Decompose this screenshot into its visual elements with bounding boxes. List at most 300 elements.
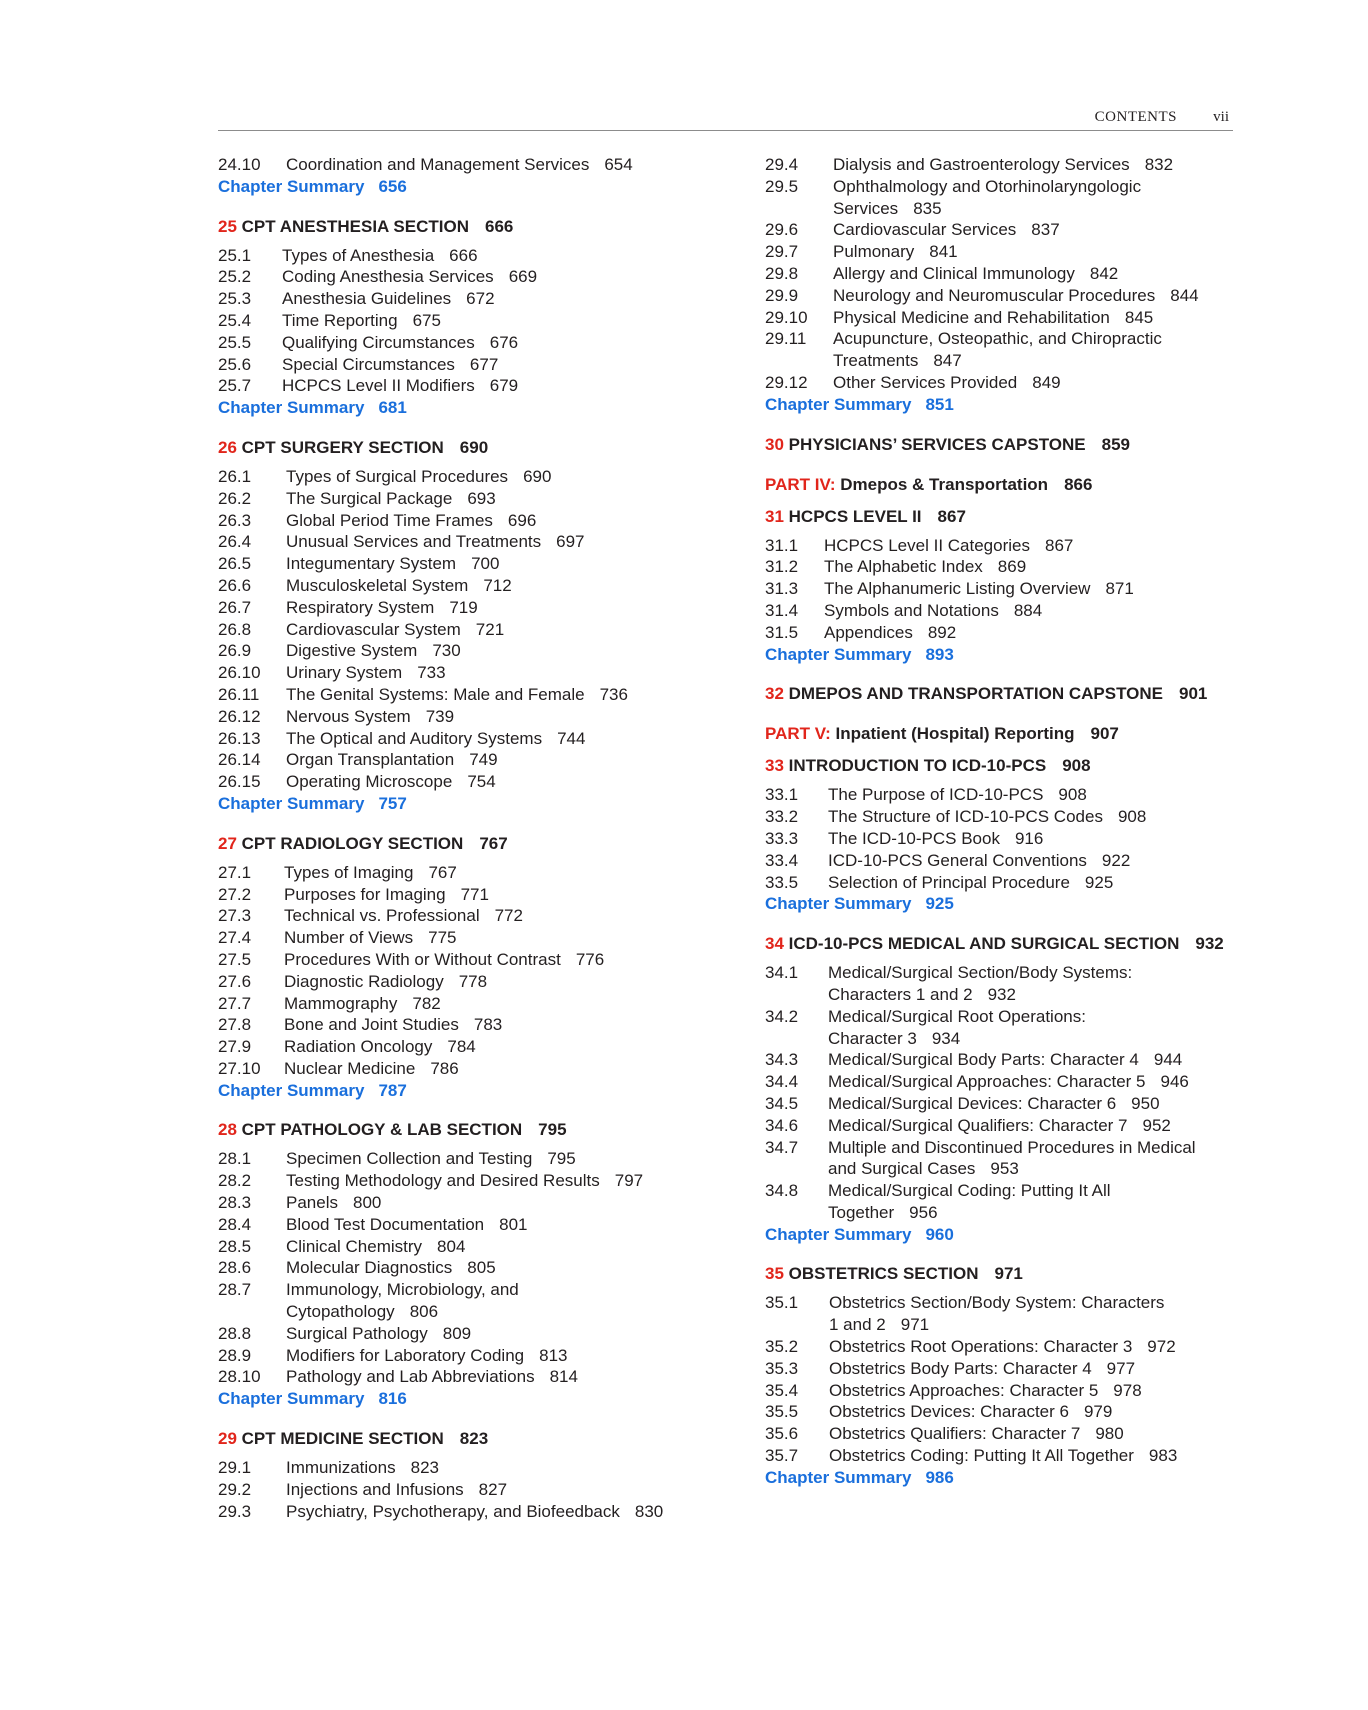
section-title-text: Testing Methodology and Desired Results	[286, 1171, 600, 1191]
toc-column-right	[765, 154, 1245, 1507]
section-title-continued: Treatments	[833, 351, 919, 371]
toc-entry[interactable]	[765, 1071, 1245, 1093]
section-title-text: Bone and Joint Studies	[284, 1015, 459, 1035]
page-ref: 654	[604, 155, 633, 174]
page-ref: 783	[473, 1015, 503, 1035]
section-number: 29.8	[765, 263, 799, 283]
section-number: 35.3	[765, 1358, 799, 1378]
toc-entry[interactable]	[765, 872, 1245, 894]
section-title	[833, 328, 1245, 372]
chapter-summary-label: Chapter Summary	[765, 1224, 912, 1244]
section-title	[286, 1345, 738, 1367]
chapter-title: OBSTETRICS SECTION	[788, 1264, 979, 1284]
toc-entry[interactable]	[765, 622, 1245, 644]
section-number: 29.3	[218, 1501, 252, 1521]
toc-entry[interactable]	[218, 1192, 738, 1214]
toc-entry[interactable]	[765, 806, 1245, 828]
section-title	[828, 850, 1245, 872]
page-ref: 830	[634, 1501, 664, 1521]
section-title	[829, 1336, 1245, 1358]
section-title-text: Mammography	[284, 993, 398, 1013]
chapter-summary-link[interactable]	[218, 1388, 738, 1410]
page-ref: 778	[458, 971, 488, 991]
chapter-heading[interactable]	[218, 1119, 738, 1141]
page-ref: 666	[449, 245, 478, 265]
section-title	[282, 354, 738, 376]
chapter-title: HCPCS LEVEL II	[788, 506, 922, 526]
page-ref: 757	[378, 793, 407, 813]
chapter-title: ICD-10-PCS MEDICAL AND SURGICAL SECTION	[788, 934, 1180, 954]
toc-entry[interactable]	[218, 684, 738, 706]
toc-entry[interactable]	[765, 154, 1245, 176]
chapter-summary-link[interactable]	[765, 893, 1245, 915]
section-title-text: Obstetrics Root Operations: Character 3	[829, 1337, 1133, 1357]
chapter-summary-link[interactable]	[218, 1080, 738, 1102]
chapter-summary-link[interactable]	[765, 1224, 1245, 1246]
section-title	[828, 872, 1245, 894]
chapter-heading[interactable]	[218, 216, 738, 238]
toc-entry[interactable]	[218, 266, 738, 288]
section-title	[824, 535, 1245, 557]
section-title-text: Physical Medicine and Rehabilitation	[833, 307, 1110, 327]
page-ref: 693	[467, 488, 496, 508]
toc-entry[interactable]	[218, 1457, 738, 1479]
section-title	[833, 219, 1245, 241]
section-number: 25.4	[218, 310, 252, 330]
page-ref: 784	[447, 1037, 476, 1057]
section-title	[286, 640, 738, 662]
section-title-text: Modifiers for Laboratory Coding	[286, 1345, 525, 1365]
page-ref: 849	[1032, 372, 1061, 392]
toc-entry[interactable]	[765, 1006, 1245, 1050]
section-title-text: Clinical Chemistry	[286, 1236, 423, 1256]
section-title-text: Acupuncture, Osteopathic, and Chiropractic	[833, 329, 1162, 349]
section-title	[284, 971, 738, 993]
toc-entry[interactable]	[218, 597, 738, 619]
section-number: 28.5	[218, 1236, 252, 1256]
page-ref: 813	[539, 1345, 568, 1365]
section-number: 29.1	[218, 1458, 252, 1478]
section-title	[828, 784, 1245, 806]
toc-entry[interactable]	[218, 1366, 738, 1388]
toc-entry[interactable]	[765, 600, 1245, 622]
toc-entry[interactable]	[218, 1479, 738, 1501]
page-ref: 866	[1064, 474, 1093, 494]
section-title-text: Nuclear Medicine	[284, 1058, 416, 1078]
chapter-heading[interactable]	[765, 683, 1245, 705]
toc-entry[interactable]	[218, 1014, 738, 1036]
part-title: Inpatient (Hospital) Reporting	[835, 724, 1075, 744]
section-title	[829, 1380, 1245, 1402]
section-title	[286, 1170, 738, 1192]
section-number: 26.13	[218, 728, 261, 748]
section-title	[282, 375, 738, 397]
section-list	[765, 1292, 1245, 1466]
section-title-text: Integumentary System	[286, 554, 457, 574]
toc-entry[interactable]	[765, 1380, 1245, 1402]
page-ref: 934	[931, 1028, 961, 1048]
toc-entry[interactable]	[218, 488, 738, 510]
section-title-text: Neurology and Neuromuscular Procedures	[833, 285, 1156, 305]
chapter-title: CPT SURGERY SECTION	[241, 437, 444, 457]
page-ref: 669	[508, 267, 538, 287]
toc-entry[interactable]	[765, 962, 1245, 1006]
chapter-summary-link[interactable]	[218, 397, 738, 419]
toc-entry[interactable]	[218, 531, 738, 553]
section-title-text: Medical/Surgical Qualifiers: Character 7	[828, 1115, 1128, 1135]
chapter-heading[interactable]	[218, 437, 738, 459]
section-title	[286, 1479, 738, 1501]
chapter-summary-link[interactable]	[765, 1467, 1245, 1489]
section-title-text: Coding Anesthesia Services	[282, 267, 494, 287]
toc-entry[interactable]	[218, 510, 738, 532]
toc-entry[interactable]	[765, 578, 1245, 600]
chapter-summary-link[interactable]	[765, 644, 1245, 666]
page-ref: 983	[1148, 1446, 1178, 1466]
section-number: 29.6	[765, 220, 799, 240]
page-ref: 847	[933, 351, 962, 371]
section-title	[828, 806, 1245, 828]
page-ref: 841	[929, 242, 958, 262]
toc-entry[interactable]	[218, 332, 738, 354]
toc-entry[interactable]	[218, 1501, 738, 1523]
section-number: 26.14	[218, 750, 261, 770]
chapter-summary-label: Chapter Summary	[218, 793, 365, 813]
section-title-text: The Alphabetic Index	[824, 557, 983, 577]
chapter-summary-label: Chapter Summary	[218, 1080, 365, 1100]
section-title	[286, 619, 738, 641]
section-number: 27.9	[218, 1037, 252, 1057]
section-number: 26.5	[218, 554, 252, 574]
toc-entry[interactable]	[218, 884, 738, 906]
page-ref: 944	[1153, 1050, 1183, 1070]
toc-entry[interactable]	[765, 263, 1245, 285]
section-title	[824, 622, 1245, 644]
toc-entry[interactable]	[765, 1115, 1245, 1137]
section-title	[829, 1445, 1245, 1467]
section-number: 26.6	[218, 575, 252, 595]
toc-entry[interactable]	[765, 307, 1245, 329]
toc-entry[interactable]	[218, 993, 738, 1015]
chapter-title: CPT PATHOLOGY & LAB SECTION	[241, 1120, 523, 1140]
page-ref: 956	[909, 1202, 938, 1222]
section-title	[286, 1501, 738, 1523]
section-number: 31.1	[765, 535, 799, 555]
section-number: 33.1	[765, 785, 799, 805]
toc-entry[interactable]	[765, 285, 1245, 307]
chapter-number: 31	[765, 506, 784, 526]
toc-entry[interactable]	[218, 553, 738, 575]
page-ref: 676	[489, 332, 519, 352]
page-ref: 867	[1044, 535, 1074, 555]
chapter-heading[interactable]	[765, 506, 1245, 528]
toc-entry[interactable]	[765, 850, 1245, 872]
section-title	[828, 828, 1245, 850]
toc-entry[interactable]	[218, 1036, 738, 1058]
page-ref: 700	[471, 554, 500, 574]
toc-entry[interactable]	[218, 466, 738, 488]
part-heading[interactable]	[765, 723, 1245, 745]
toc-entry[interactable]	[218, 905, 738, 927]
toc-entry[interactable]	[218, 1058, 738, 1080]
chapter-heading[interactable]	[218, 833, 738, 855]
section-title-text: Global Period Time Frames	[286, 510, 493, 530]
section-number: 35.6	[765, 1424, 799, 1444]
section-title-text: Obstetrics Coding: Putting It All Together	[829, 1446, 1134, 1466]
page-ref: 950	[1131, 1093, 1160, 1113]
page-ref: 932	[987, 984, 1016, 1004]
toc-entry[interactable]	[218, 662, 738, 684]
toc-entry[interactable]	[218, 575, 738, 597]
toc-entry[interactable]	[765, 1292, 1245, 1336]
toc-entry[interactable]	[218, 949, 738, 971]
toc-entry[interactable]	[765, 1180, 1245, 1224]
toc-entry[interactable]	[218, 706, 738, 728]
page-ref: 675	[412, 310, 441, 330]
page-ref: 800	[352, 1193, 382, 1213]
page-ref: 733	[417, 663, 446, 683]
section-title	[282, 288, 738, 310]
chapter-summary-label: Chapter Summary	[765, 394, 912, 414]
section-title-text: Radiation Oncology	[284, 1037, 433, 1057]
page-ref: 978	[1113, 1380, 1142, 1400]
toc-entry[interactable]	[218, 354, 738, 376]
section-number: 27.3	[218, 906, 252, 926]
section-number: 28.4	[218, 1214, 252, 1234]
toc-entry[interactable]	[218, 640, 738, 662]
section-number: 28.8	[218, 1323, 252, 1343]
section-number: 31.5	[765, 622, 799, 642]
section-title	[284, 1058, 738, 1080]
chapter-summary-label: Chapter Summary	[765, 1467, 912, 1487]
chapter-number: 30	[765, 434, 784, 454]
chapter-summary-label: Chapter Summary	[218, 1389, 365, 1409]
chapter-heading[interactable]	[218, 1428, 738, 1450]
page-ref: 776	[575, 949, 605, 969]
page-ref: 681	[378, 398, 407, 418]
section-list	[765, 784, 1245, 893]
chapter-summary-link[interactable]	[218, 793, 738, 815]
running-head-title: CONTENTS	[1094, 109, 1177, 125]
page-ref: 767	[479, 833, 508, 853]
toc-entry[interactable]	[218, 1236, 738, 1258]
chapter-title: CPT RADIOLOGY SECTION	[241, 833, 464, 853]
chapter-summary-link[interactable]	[218, 176, 738, 198]
page-ref: 925	[925, 894, 954, 914]
toc-entry[interactable]	[218, 1345, 738, 1367]
section-title-text: Medical/Surgical Body Parts: Character 4	[828, 1050, 1139, 1070]
section-title-text: Specimen Collection and Testing	[286, 1149, 533, 1169]
section-title-text: Appendices	[824, 622, 913, 642]
section-title	[286, 1257, 738, 1279]
toc-entry[interactable]	[765, 556, 1245, 578]
toc-entry[interactable]	[218, 1148, 738, 1170]
section-number: 34.5	[765, 1093, 799, 1113]
toc-entry[interactable]	[765, 1336, 1245, 1358]
section-title-text: Medical/Surgical Coding: Putting It All	[828, 1181, 1111, 1201]
page-ref: 767	[428, 862, 457, 882]
toc-entry[interactable]	[765, 328, 1245, 372]
section-number: 35.4	[765, 1380, 799, 1400]
section-number: 29.5	[765, 176, 799, 196]
toc-entry[interactable]	[765, 219, 1245, 241]
section-number: 34.4	[765, 1072, 799, 1092]
section-title-text: The Alphanumeric Listing Overview	[824, 579, 1091, 599]
section-title-text: Technical vs. Professional	[284, 906, 480, 926]
section-number: 34.8	[765, 1181, 799, 1201]
section-title-text: Surgical Pathology	[286, 1323, 428, 1343]
section-number: 25.2	[218, 267, 252, 287]
page-ref: 677	[469, 354, 499, 374]
section-title	[824, 578, 1245, 600]
toc-entry[interactable]	[218, 288, 738, 310]
section-title	[286, 154, 738, 176]
section-number: 29.12	[765, 372, 808, 392]
section-number: 33.3	[765, 828, 799, 848]
section-title-text: Panels	[286, 1193, 338, 1213]
section-title-text: Types of Anesthesia	[282, 245, 435, 265]
section-number: 33.5	[765, 872, 799, 892]
section-title-text: Obstetrics Qualifiers: Character 7	[829, 1424, 1081, 1444]
section-title-text: Unusual Services and Treatments	[286, 532, 542, 552]
section-title-text: Types of Imaging	[284, 862, 414, 882]
page-ref: 892	[927, 622, 957, 642]
section-number: 29.4	[765, 155, 799, 174]
toc-entry[interactable]	[218, 862, 738, 884]
section-number: 26.7	[218, 597, 252, 617]
part-heading[interactable]	[765, 474, 1245, 496]
section-number: 29.11	[765, 329, 807, 349]
toc-entry[interactable]	[765, 176, 1245, 220]
section-title	[286, 553, 738, 575]
section-number: 28.10	[218, 1367, 261, 1387]
section-list	[765, 962, 1245, 1224]
section-title	[833, 263, 1245, 285]
page-ref: 960	[925, 1224, 954, 1244]
toc-entry[interactable]	[218, 749, 738, 771]
section-title	[286, 1192, 738, 1214]
toc-entry[interactable]	[765, 1445, 1245, 1467]
section-title-text: The ICD-10-PCS Book	[828, 828, 1000, 848]
chapter-summary-link[interactable]	[765, 394, 1245, 416]
chapter-heading[interactable]	[765, 755, 1245, 777]
toc-entry[interactable]	[218, 728, 738, 750]
chapter-title: CPT MEDICINE SECTION	[241, 1429, 444, 1449]
section-title	[828, 962, 1245, 1006]
section-title	[824, 556, 1245, 578]
section-number: 26.9	[218, 641, 252, 661]
section-number: 26.15	[218, 772, 261, 792]
toc-entry[interactable]	[765, 1423, 1245, 1445]
page-ref: 782	[412, 993, 441, 1013]
chapter-summary-label: Chapter Summary	[218, 398, 365, 418]
section-title	[286, 662, 738, 684]
section-title-text: Pulmonary	[833, 242, 915, 262]
toc-entry[interactable]	[765, 1137, 1245, 1181]
chapter-heading[interactable]	[765, 1263, 1245, 1285]
chapter-number: 34	[765, 934, 784, 954]
chapter-heading[interactable]	[765, 434, 1245, 456]
page-ref: 844	[1170, 285, 1199, 305]
toc-entry[interactable]	[218, 154, 738, 176]
section-title	[833, 285, 1245, 307]
toc-entry[interactable]	[765, 784, 1245, 806]
section-title-text: Procedures With or Without Contrast	[284, 949, 561, 969]
section-title-text: Medical/Surgical Section/Body Systems:	[828, 963, 1133, 983]
toc-entry[interactable]	[765, 1049, 1245, 1071]
section-list	[765, 535, 1245, 644]
section-title	[282, 332, 738, 354]
toc-entry[interactable]	[765, 1358, 1245, 1380]
toc-entry[interactable]	[765, 372, 1245, 394]
section-title	[828, 1071, 1245, 1093]
toc-entry[interactable]	[218, 927, 738, 949]
toc-entry[interactable]	[218, 619, 738, 641]
section-title-text: Respiratory System	[286, 597, 435, 617]
toc-entry[interactable]	[765, 1401, 1245, 1423]
toc-entry[interactable]	[218, 771, 738, 793]
toc-entry[interactable]	[218, 1279, 738, 1323]
page-ref: 980	[1095, 1424, 1124, 1444]
section-title-continued: Services	[833, 198, 899, 218]
section-title	[286, 706, 738, 728]
page-ref: 721	[475, 619, 505, 639]
section-title	[282, 266, 738, 288]
section-number: 28.3	[218, 1193, 252, 1213]
toc-entry[interactable]	[765, 241, 1245, 263]
chapter-heading[interactable]	[765, 933, 1245, 955]
section-title	[286, 684, 738, 706]
section-title-text: Dialysis and Gastroenterology Services	[833, 155, 1130, 174]
section-title-text: Cardiovascular Services	[833, 220, 1017, 240]
toc-entry[interactable]	[218, 375, 738, 397]
section-number: 26.12	[218, 706, 261, 726]
toc-entry[interactable]	[218, 1257, 738, 1279]
toc-entry[interactable]	[765, 535, 1245, 557]
toc-entry[interactable]	[218, 245, 738, 267]
page-ref: 690	[523, 466, 552, 486]
toc-entry[interactable]	[218, 971, 738, 993]
toc-entry[interactable]	[218, 310, 738, 332]
section-list	[218, 245, 738, 398]
section-title	[286, 1457, 738, 1479]
page-ref: 907	[1090, 724, 1119, 744]
toc-column-left	[218, 154, 738, 1522]
section-title	[829, 1358, 1245, 1380]
section-title-text: Medical/Surgical Approaches: Character 5	[828, 1072, 1146, 1092]
section-title	[833, 307, 1245, 329]
page-ref: 832	[1144, 155, 1174, 174]
toc-entry[interactable]	[765, 828, 1245, 850]
section-title	[286, 1366, 738, 1388]
section-number: 26.2	[218, 488, 252, 508]
section-title-text: Obstetrics Body Parts: Character 4	[829, 1358, 1092, 1378]
section-title	[286, 597, 738, 619]
toc-entry[interactable]	[218, 1214, 738, 1236]
page-ref: 837	[1031, 220, 1060, 240]
toc-entry[interactable]	[218, 1323, 738, 1345]
section-title-text: Time Reporting	[282, 310, 398, 330]
toc-entry[interactable]	[765, 1093, 1245, 1115]
section-title-continued: Character 3	[828, 1028, 917, 1048]
page-ref: 672	[466, 289, 495, 309]
page-ref: 816	[378, 1389, 407, 1409]
chapter-number: 32	[765, 684, 784, 704]
toc-entry[interactable]	[218, 1170, 738, 1192]
section-number: 28.7	[218, 1280, 252, 1300]
page-ref: 806	[409, 1302, 439, 1322]
section-title-text: Blood Test Documentation	[286, 1214, 485, 1234]
